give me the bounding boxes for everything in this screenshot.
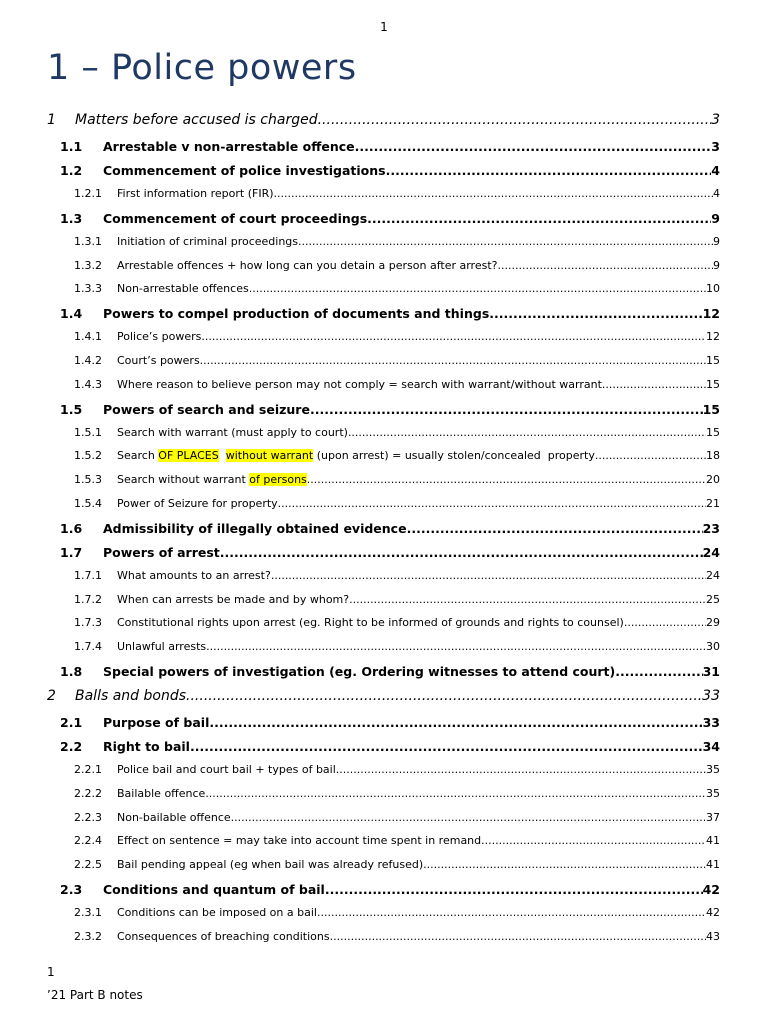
toc-entry-title: Balls and bonds	[75, 687, 187, 704]
toc-entry-title: Court’s powers	[117, 353, 200, 367]
toc-entry-page: 9	[711, 210, 720, 226]
toc-entry-page: 10	[706, 282, 720, 296]
toc-entry-title: Search with warrant (must apply to court)	[117, 425, 348, 439]
dot-leader	[349, 593, 706, 606]
toc-entry-number: 1.7.1	[74, 568, 102, 582]
toc-entry-title: Initiation of criminal proceedings	[117, 234, 299, 248]
toc-entry-title: Arrestable v non-arrestable offence	[103, 139, 355, 154]
toc-entry-number: 1.7.4	[74, 640, 102, 654]
dot-leader	[278, 497, 706, 510]
toc-entry-page: 23	[702, 520, 720, 536]
dot-leader	[274, 187, 713, 200]
toc-entry-number: 2.2.1	[74, 762, 102, 776]
toc-entry-page: 3	[711, 139, 720, 154]
toc-entry-level-2[interactable]	[0, 402, 768, 426]
dot-leader	[190, 739, 703, 754]
toc-entry-number: 2.3.2	[74, 929, 102, 943]
dot-leader	[298, 235, 713, 248]
toc-entry-title: Matters before accused is charged	[75, 112, 318, 128]
toc-entry-number: 2.3	[60, 881, 83, 897]
toc-entry-level-3[interactable]	[0, 426, 768, 450]
toc-entry-level-2[interactable]	[0, 664, 768, 688]
toc-entry-title	[117, 473, 307, 486]
toc-entry-title: Bailable offence	[117, 786, 206, 800]
toc-entry-level-3[interactable]	[0, 259, 768, 283]
toc-entry-number: 2.1	[60, 714, 83, 730]
toc-entry-level-3[interactable]	[0, 930, 768, 954]
toc-entry-page: 24	[706, 568, 720, 582]
toc-entry-page: 15	[702, 401, 720, 417]
dot-leader	[497, 259, 713, 272]
toc-entry-level-3[interactable]	[0, 235, 768, 259]
dot-leader	[355, 139, 712, 154]
toc-entry-title: Power of Seizure for property	[117, 496, 278, 510]
dot-leader	[423, 858, 706, 871]
toc-entry-number: 1.5.2	[74, 449, 102, 463]
dot-leader	[481, 834, 706, 847]
toc-entry-number: 1.4	[60, 306, 83, 322]
dot-leader	[336, 763, 706, 776]
toc-entry-level-2[interactable]	[0, 163, 768, 187]
toc-entry-title: Police’s powers	[117, 330, 202, 344]
dot-leader	[602, 378, 706, 391]
dot-leader	[220, 545, 703, 560]
toc-entry-title: First information report (FIR)	[117, 187, 274, 200]
toc-entry-title: When can arrests be made and by whom?	[117, 592, 350, 606]
toc-entry-text-segment: Search without warrant	[117, 473, 250, 487]
toc-entry-title: Consequences of breaching conditions	[117, 929, 330, 943]
toc-entry-page: 4	[713, 187, 720, 200]
toc-entry-number: 1.5.4	[74, 496, 102, 510]
toc-entry-title: Unlawful arrests	[117, 640, 207, 654]
toc-entry-page: 15	[706, 377, 720, 391]
toc-entry-page: 33	[702, 687, 720, 704]
dot-leader	[317, 906, 706, 919]
toc-entry-text-segment: Search	[117, 449, 159, 463]
toc-entry-level-3[interactable]	[0, 473, 768, 497]
toc-entry-number: 1.8	[60, 663, 83, 679]
toc-entry-number: 1.5.1	[74, 425, 102, 439]
dot-leader	[489, 306, 702, 321]
dot-leader	[624, 616, 706, 629]
toc-entry-title: Constitutional rights upon arrest (eg. Right to be informed of grounds and rights to counsel)	[117, 616, 624, 630]
toc-entry-page: 31	[702, 663, 720, 679]
dot-leader	[271, 569, 706, 582]
toc-entry-page: 34	[702, 738, 720, 754]
dot-leader	[231, 811, 706, 824]
toc-entry-title: Arrestable offences + how long can you detain a person after arrest?	[117, 258, 498, 272]
toc-entry-page: 15	[706, 353, 720, 367]
toc-entry-level-3[interactable]	[0, 354, 768, 378]
toc-entry-page: 15	[706, 425, 720, 439]
toc-entry-level-3[interactable]	[0, 569, 768, 593]
toc-entry-level-2[interactable]	[0, 715, 768, 739]
toc-entry-level-2[interactable]	[0, 521, 768, 545]
toc-entry-page: 42	[702, 881, 720, 897]
dot-leader	[330, 930, 706, 943]
dot-leader	[201, 330, 706, 343]
toc-entry-title: Powers of search and seizure	[103, 401, 310, 417]
toc-entry-page: 21	[706, 496, 720, 510]
toc-entry-number: 2.2.5	[74, 858, 102, 872]
toc-entry-level-3[interactable]	[0, 449, 768, 473]
toc-entry-level-3[interactable]	[0, 593, 768, 617]
toc-entry-level-1[interactable]	[0, 688, 768, 715]
dot-leader	[307, 473, 706, 486]
toc-entry-number: 1.7	[60, 544, 83, 560]
toc-entry-page: 12	[706, 330, 720, 344]
toc-entry-number: 1.6	[60, 520, 83, 536]
dot-leader	[615, 664, 702, 679]
toc-entry-level-3[interactable]	[0, 616, 768, 640]
toc-entry-page: 25	[706, 592, 720, 606]
toc-entry-level-2[interactable]	[0, 739, 768, 763]
toc-entry-number: 2.2.2	[74, 786, 102, 800]
toc-entry-number: 1.3.1	[74, 234, 102, 248]
toc-entry-title: Right to bail	[103, 738, 190, 754]
dot-leader	[318, 112, 711, 128]
toc-entry-level-3[interactable]	[0, 497, 768, 521]
toc-entry-number: 1.4.2	[74, 353, 102, 367]
toc-entry-number: 2	[47, 687, 56, 704]
dot-leader	[367, 211, 711, 226]
toc-entry-level-3[interactable]	[0, 640, 768, 664]
toc-entry-level-2[interactable]	[0, 545, 768, 569]
highlighted-text: of persons	[249, 473, 307, 487]
toc-entry-page: 41	[706, 858, 720, 872]
toc-entry-text-segment: (upon arrest) = usually stolen/concealed property	[313, 449, 595, 463]
toc-entry-title: Powers of arrest	[103, 544, 220, 560]
toc-entry-level-2[interactable]	[0, 882, 768, 906]
toc-entry-level-3[interactable]	[0, 834, 768, 858]
toc-entry-number: 2.2.3	[74, 810, 102, 824]
toc-entry-page: 35	[706, 786, 720, 800]
toc-entry-page: 24	[702, 544, 720, 560]
toc-entry-level-3[interactable]	[0, 763, 768, 787]
toc-entry-page: 3	[711, 112, 720, 128]
dot-leader	[407, 521, 703, 536]
toc-entry-number: 2.2	[60, 738, 83, 754]
toc-entry-level-2[interactable]	[0, 139, 768, 163]
toc-entry-level-3[interactable]	[0, 330, 768, 354]
toc-entry-title: Non-arrestable offences	[117, 282, 249, 296]
dot-leader	[595, 449, 706, 462]
toc-entry-page: 29	[706, 616, 720, 630]
toc-entry-title: Police bail and court bail + types of bail	[117, 762, 336, 776]
toc-entry-number: 1.3.3	[74, 282, 102, 296]
toc-entry-number: 1.7.2	[74, 592, 102, 606]
dot-leader	[249, 282, 706, 295]
toc-entry-number: 1.2.1	[74, 187, 102, 200]
toc-entry-title: Special powers of investigation (eg. Ordering witnesses to attend court)	[103, 663, 616, 679]
footer-page-number: 1	[47, 965, 55, 979]
dot-leader	[348, 426, 706, 439]
table-of-contents	[0, 112, 768, 954]
toc-entry-title: Commencement of court proceedings	[103, 210, 368, 226]
toc-entry-number: 1.1	[60, 139, 83, 154]
toc-entry-title: Commencement of police investigations	[103, 163, 386, 178]
toc-entry-number: 1.7.3	[74, 616, 102, 630]
toc-entry-page: 43	[706, 929, 720, 943]
toc-entry-title: What amounts to an arrest?	[117, 568, 271, 582]
toc-entry-number: 2.2.4	[74, 834, 102, 848]
dot-leader	[386, 163, 712, 178]
toc-entry-page: 9	[713, 234, 720, 248]
toc-entry-number: 1.5	[60, 401, 83, 417]
toc-entry-title: Effect on sentence = may take into account time spent in remand	[117, 834, 482, 848]
toc-entry-level-3[interactable]	[0, 811, 768, 835]
toc-entry-page: 20	[706, 473, 720, 487]
toc-entry-title: Conditions can be imposed on a bail	[117, 905, 317, 919]
dot-leader	[206, 640, 706, 653]
toc-entry-number: 1.3	[60, 210, 83, 226]
toc-entry-level-3[interactable]	[0, 858, 768, 882]
toc-entry-level-3[interactable]	[0, 187, 768, 211]
toc-entry-level-1[interactable]	[0, 112, 768, 139]
toc-entry-number: 1.2	[60, 163, 83, 178]
toc-entry-level-3[interactable]	[0, 282, 768, 306]
toc-entry-number: 1.4.3	[74, 377, 102, 391]
toc-entry-level-3[interactable]	[0, 906, 768, 930]
dot-leader	[310, 402, 703, 417]
toc-entry-title: Admissibility of illegally obtained evidence	[103, 520, 407, 536]
toc-entry-title	[117, 449, 595, 462]
toc-entry-title: Powers to compel production of documents and things	[103, 306, 490, 322]
toc-entry-title: Where reason to believe person may not comply = search with warrant/without warrant	[117, 377, 602, 391]
dot-leader	[205, 787, 706, 800]
header-page-number: 1	[380, 20, 388, 34]
toc-entry-page: 42	[706, 905, 720, 919]
dot-leader	[186, 688, 702, 704]
toc-entry-number: 2.3.1	[74, 905, 102, 919]
toc-entry-level-2[interactable]	[0, 306, 768, 330]
toc-entry-level-3[interactable]	[0, 378, 768, 402]
dot-leader	[325, 882, 703, 897]
toc-entry-number: 1.4.1	[74, 330, 102, 344]
toc-entry-page: 12	[702, 306, 720, 322]
toc-entry-page: 18	[706, 449, 720, 463]
highlighted-text: OF PLACES	[158, 449, 219, 463]
toc-entry-page: 9	[713, 258, 720, 272]
toc-entry-number: 1.3.2	[74, 258, 102, 272]
toc-entry-page: 37	[706, 810, 720, 824]
toc-entry-number: 1.5.3	[74, 473, 102, 487]
toc-entry-number: 1	[47, 112, 56, 128]
toc-entry-level-3[interactable]	[0, 787, 768, 811]
toc-entry-page: 33	[702, 714, 720, 730]
document-title: 1 – Police powers	[47, 48, 357, 88]
dot-leader	[209, 715, 702, 730]
dot-leader	[200, 354, 706, 367]
toc-entry-page: 35	[706, 762, 720, 776]
toc-entry-level-2[interactable]	[0, 211, 768, 235]
toc-entry-page: 30	[706, 640, 720, 654]
toc-entry-title: Bail pending appeal (eg when bail was already refused)	[117, 858, 424, 872]
toc-entry-page: 4	[711, 163, 720, 178]
footer-text: ’21 Part B notes	[47, 988, 143, 1002]
toc-entry-title: Purpose of bail	[103, 714, 210, 730]
highlighted-text: without warrant	[225, 449, 314, 463]
toc-entry-title: Non-bailable offence	[117, 810, 231, 824]
toc-entry-text-segment	[219, 449, 226, 462]
toc-entry-title: Conditions and quantum of bail	[103, 881, 325, 897]
toc-entry-page: 41	[706, 834, 720, 848]
